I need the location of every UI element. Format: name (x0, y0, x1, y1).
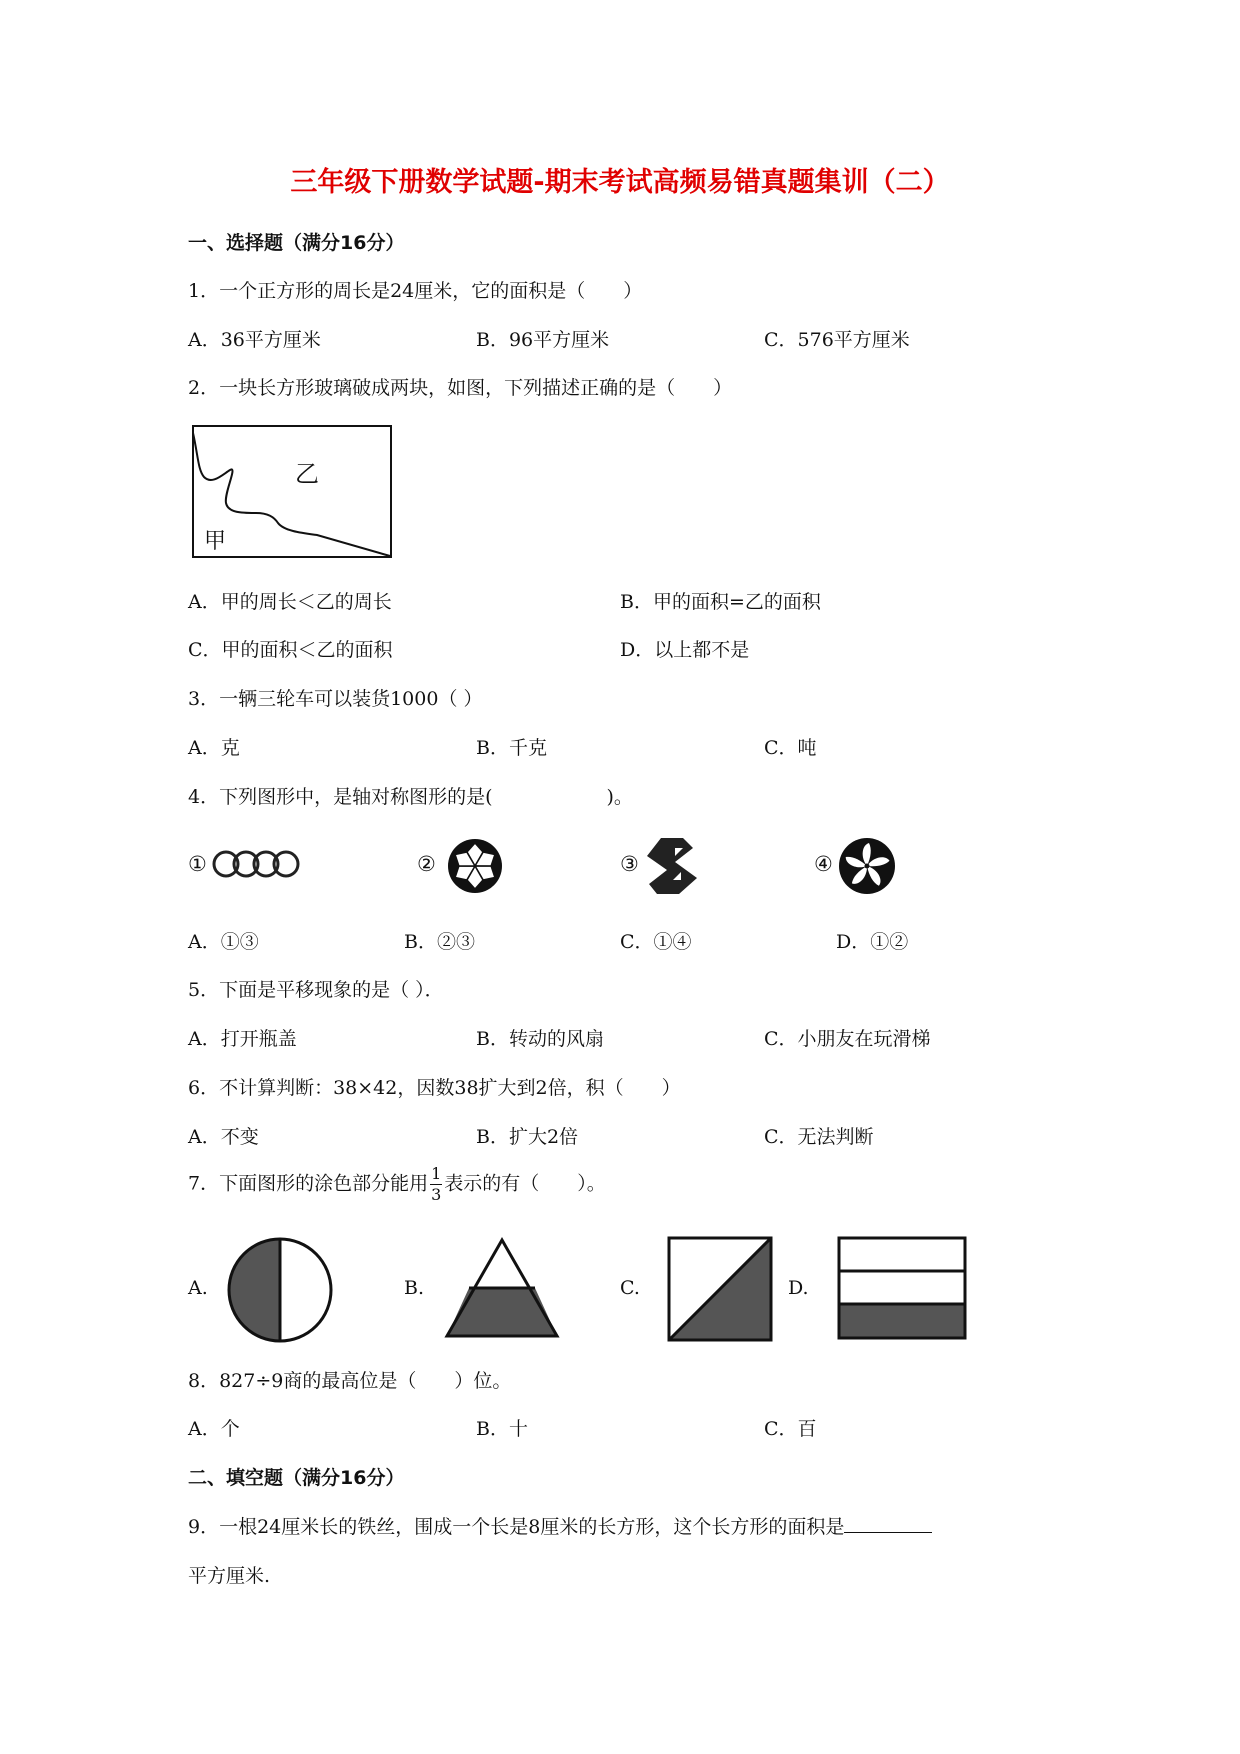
hexagon-flower-logo-icon (447, 838, 503, 894)
q5-option-b: B．转动的风扇 (476, 1028, 604, 1050)
question-9 (188, 1512, 932, 1539)
marker-1: ① (188, 852, 207, 876)
q5-option-a: A．打开瓶盖 (188, 1028, 297, 1050)
fraction-denominator: 3 (431, 1185, 442, 1204)
marker-3: ③ (620, 852, 639, 876)
q3-option-c: C．吨 (764, 737, 817, 759)
q7-option-d: D. (788, 1277, 809, 1299)
label-jia: 甲 (204, 529, 227, 554)
section-heading-fill: 二、填空题（满分16分） (188, 1467, 405, 1489)
q8-option-b: B．十 (476, 1418, 528, 1440)
q6-option-a: A．不变 (188, 1126, 259, 1148)
q4-option-d: D．①② (836, 931, 909, 953)
bauhinia-flower-logo-icon (838, 837, 896, 895)
q6-option-b: B．扩大2倍 (476, 1126, 579, 1148)
q9-text: 9．一根24厘米长的铁丝，围成一个长是8厘米的长方形，这个长方形的面积是 (188, 1516, 845, 1538)
striped-rectangle-figure (837, 1236, 967, 1340)
fraction-numerator: 1 (431, 1164, 442, 1183)
q7-option-a: A. (188, 1277, 208, 1299)
question-4: 4．下列图形中，是轴对称图形的是( )。 (188, 786, 633, 808)
marker-4: ④ (814, 852, 833, 876)
marker-2: ② (417, 852, 436, 876)
half-shaded-circle-figure (227, 1237, 333, 1343)
q7-option-b: B. (404, 1277, 425, 1299)
suzuki-s-logo-icon (645, 836, 701, 896)
q8-option-c: C．百 (764, 1418, 817, 1440)
question-2: 2．一块长方形玻璃破成两块，如图，下列描述正确的是（ ） (188, 377, 733, 399)
question-7 (188, 1166, 606, 1203)
q3-option-b: B．千克 (476, 737, 547, 759)
fraction-one-third (430, 1166, 442, 1203)
label-yi: 乙 (295, 460, 319, 488)
q4-option-a: A．①③ (188, 931, 259, 953)
q7-text-after: 表示的有（ ）。 (444, 1172, 606, 1195)
olympic-rings-icon (212, 848, 302, 884)
q8-option-a: A．个 (188, 1418, 240, 1440)
q7-text-before: 7．下面图形的涂色部分能用 (188, 1172, 429, 1195)
q2-option-d: D．以上都不是 (620, 639, 750, 661)
shaded-triangle-figure (445, 1238, 559, 1338)
q1-option-b: B．96平方厘米 (476, 329, 610, 351)
question-1: 1．一个正方形的周长是24厘米，它的面积是（ ） (188, 280, 643, 302)
q2-option-a: A．甲的周长＜乙的周长 (188, 591, 392, 613)
q1-option-c: C．576平方厘米 (764, 329, 910, 351)
q4-option-b: B．②③ (404, 931, 475, 953)
q1-option-a: A．36平方厘米 (188, 329, 321, 351)
q2-option-b: B．甲的面积=乙的面积 (620, 591, 821, 613)
q3-option-a: A．克 (188, 737, 240, 759)
q4-option-c: C．①④ (620, 931, 692, 953)
question-3: 3．一辆三轮车可以装货1000（ ） (188, 688, 483, 710)
diagonal-shaded-square-figure (667, 1236, 773, 1342)
q6-option-c: C．无法判断 (764, 1126, 874, 1148)
question-9-continued: 平方厘米. (188, 1565, 271, 1587)
question-6: 6．不计算判断：38×42，因数38扩大到2倍，积（ ） (188, 1077, 681, 1099)
question-5: 5．下面是平移现象的是（ ）． (188, 979, 444, 1001)
section-heading-choice: 一、选择题（满分16分） (188, 232, 405, 254)
answer-blank[interactable] (844, 1512, 932, 1533)
page-title: 三年级下册数学试题-期末考试高频易错真题集训（二） (290, 167, 950, 198)
q5-option-c: C．小朋友在玩滑梯 (764, 1028, 931, 1050)
question-8: 8．827÷9商的最高位是（ ）位。 (188, 1370, 512, 1392)
q7-option-c: C. (620, 1277, 640, 1299)
q2-option-c: C．甲的面积＜乙的面积 (188, 639, 393, 661)
